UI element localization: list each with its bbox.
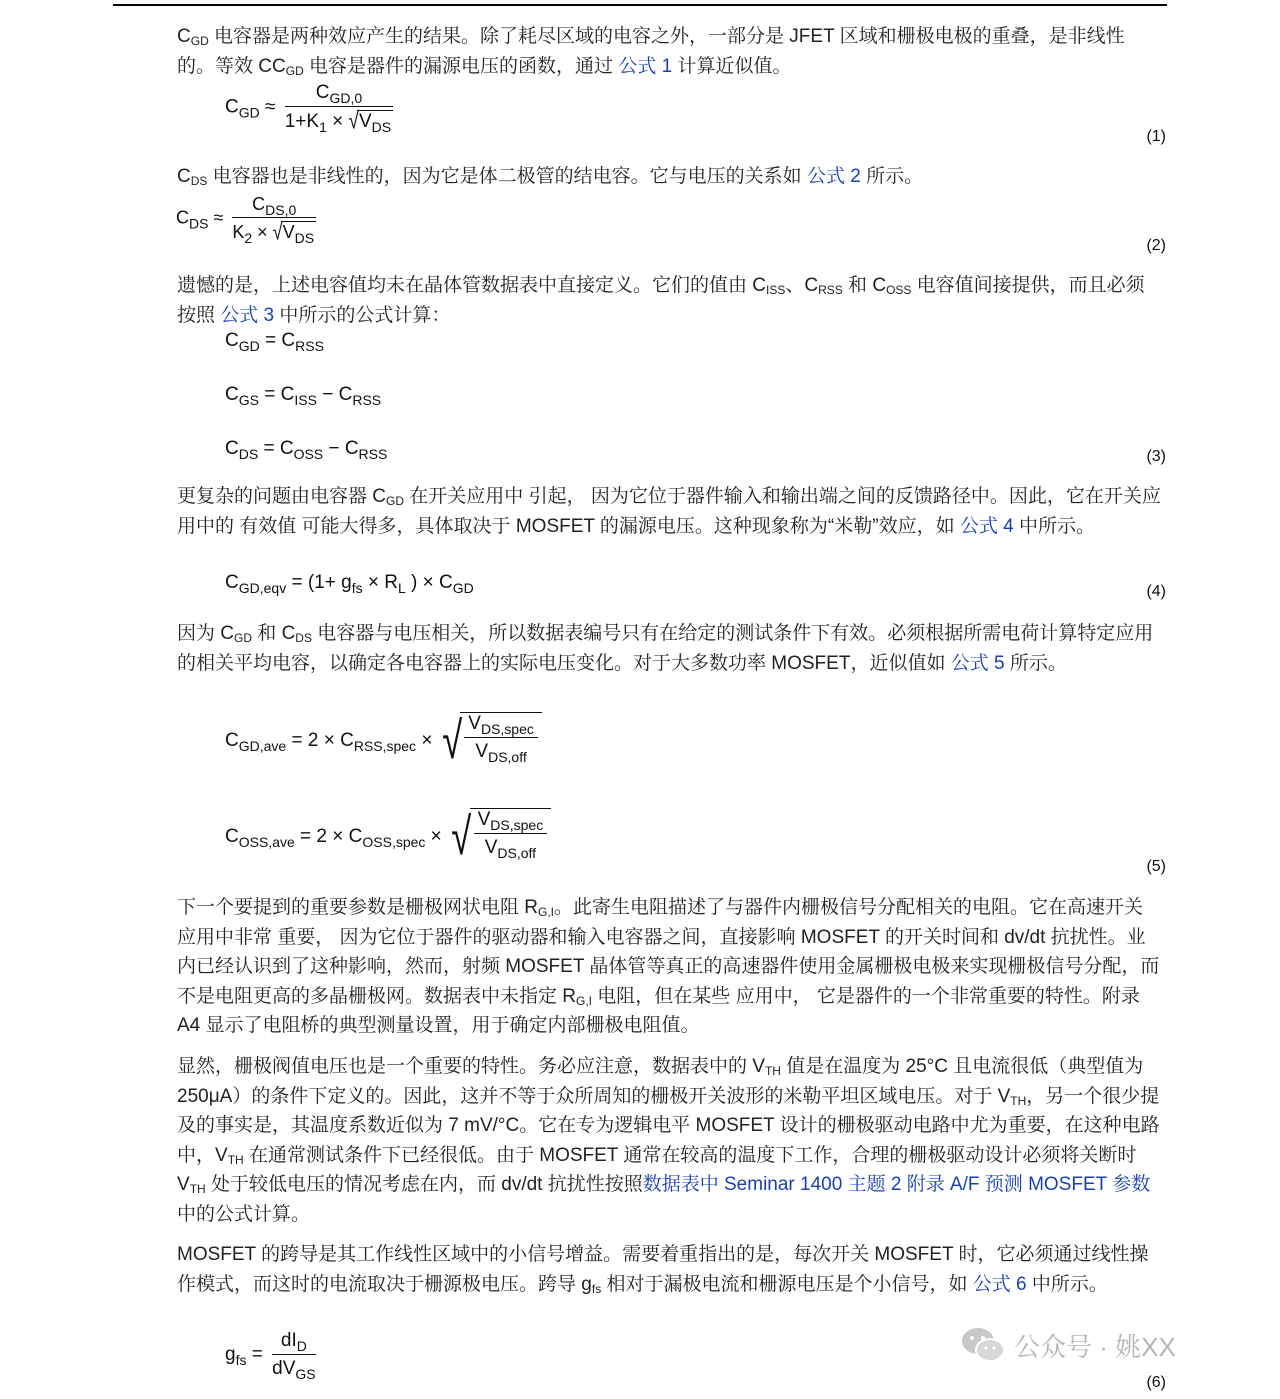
- equation-5-line-2: $C_{OSS,ave} = 2 \times C_{OSS,spec}$ × √ $\frac{V_{DS,spec}}{V_{DS,off}}$: [225, 808, 551, 866]
- paragraph-datasheet-capacitance: 遗憾的是，上述电容值均未在晶体管数据表中直接定义。它们的值由 $C_{ISS}$、$C_{RSS}$ 和 $C_{OSS}$ 电容值间接提供，而且必须按照 公式 3 中所示的公式计算：: [177, 275, 1145, 326]
- link-eq3[interactable]: 公式 3: [220, 304, 275, 326]
- link-seminar-1400[interactable]: 数据表中 Seminar 1400 主题 2 附录 A/F 预测 MOSFET 参数: [642, 1174, 1151, 1195]
- equation-5-line-1: $C_{GD,ave} = 2 \times C_{RSS,spec}$ × √ $\frac{V_{DS,spec}}{V_{DS,off}}$: [225, 712, 542, 770]
- paragraph-cds: $C_{DS}$ 电容器也是非线性的，因为它是体二极管的结电容。它与电压的关系如 公式 2 所示。: [177, 166, 924, 188]
- equation-number-5: (5): [1146, 858, 1166, 875]
- equation-number-3: (3): [1146, 448, 1166, 465]
- equation-3-line-3: $C_{DS} = C_{OSS} - C_{RSS}$: [225, 438, 388, 462]
- equation-3-line-2: $C_{GS} = C_{ISS} - C_{RSS}$: [225, 384, 382, 408]
- wechat-icon: [960, 1325, 1006, 1365]
- equation-number-1: (1): [1146, 128, 1166, 145]
- paragraph-average-capacitance: 因为 $C_{GD}$ 和 $C_{DS}$ 电容器与电压相关，所以数据表编号只有在给定的测试条件下有效。必须根据所需电荷计算特定应用的相关平均电容，以确定各电容器上的实际电压变化。对于大多数功率 MOSFET，近似值如 公式 5 所示。: [177, 623, 1154, 674]
- link-eq5[interactable]: 公式 5: [950, 652, 1005, 674]
- paragraph-cgd: $C_{GD}$ 电容器是两种效应产生的结果。除了耗尽区域的电容之外，一部分是 JFET 区域和栅极电极的重叠，是非线性的。等效 $CC_{GD}$ 电容是器件的漏源电压的函数，通过 公式 1 计算近似值。: [177, 26, 1125, 78]
- equation-number-2: (2): [1146, 237, 1166, 254]
- equation-number-6: (6): [1146, 1374, 1166, 1391]
- watermark: [960, 1325, 1176, 1365]
- link-eq6[interactable]: 公式 6: [972, 1273, 1027, 1295]
- equation-number-4: (4): [1146, 583, 1166, 600]
- paragraph-transconductance: MOSFET 的跨导是其工作线性区域中的小信号增益。需要着重指出的是，每次开关 MOSFET 时，它必须通过线性操作模式，而这时的电流取决于栅源极电压。跨导 $g_{fs}$ 相对于漏极电流和栅源电压是个小信号，如 公式 6 中所示。: [177, 1244, 1149, 1296]
- top-rule: [113, 4, 1167, 6]
- equation-3-line-1: $C_{GD} = C_{RSS}$: [225, 330, 324, 354]
- paragraph-miller-effect: 更复杂的问题由电容器 $C_{GD}$ 在开关应用中 引起， 因为它位于器件输入和输出端之间的反馈路径中。因此，它在开关应用中的 有效值 可能大得多，具体取决于 MOSFET 的漏源电压。这种现象称为“米勒”效应，如 公式 4 中所示。: [177, 486, 1161, 537]
- equation-2: $C_{DS}$ ≈ $\frac{C_{DS,0}}{K_2 \times √V_{DS}}$: [176, 194, 315, 246]
- equation-4: $C_{GD,eqv} = (1+ g_{fs} \times R_L$ ) × $C_{GD}$: [225, 572, 474, 596]
- watermark-text: 公众号 · 姚XX: [1014, 1331, 1176, 1362]
- paragraph-threshold-voltage: 显然，栅极阀值电压也是一个重要的特性。务必应注意，数据表中的 $V_{TH}$ 值是在温度为 25°C 且电流很低（典型值为 250μA）的条件下定义的。因此，这并不等于众所周知的栅极开关波形的米勒平坦区域电压。对于 $V_{TH}$，另一个很少提及的事实是，其温度系数近似为 7 mV/°C。它在专为逻辑电平 MOSFET 设计的栅极驱动电路中尤为重要，在这种电路中，$V_{TH}$ 在通常测试条件下已经很低。由于 MOSFET 通常在较高的温度下工作，合理的栅极驱动设计必须将关断时 $V_{TH}$ 处于较低电压的情况考虑在内，而 dv/dt 抗扰性按照数据表中 Seminar 1400 主题 2 附录 A/F 预测 MOSFET 参数中的公式计算。: [177, 1056, 1160, 1225]
- link-eq4[interactable]: 公式 4: [959, 515, 1014, 537]
- equation-6: $g_{fs}$ = $\frac{dI_D}{dV_{GS}}$: [225, 1330, 316, 1382]
- paragraph-gate-resistance: 下一个要提到的重要参数是栅极网状电阻 $R_{G,I}$。此寄生电阻描述了与器件内栅极信号分配相关的电阻。它在高速开关应用中非常 重要， 因为它位于器件的驱动器和输入电容器之间，直接影响 MOSFET 的开关时间和 dv/dt 抗扰性。业内已经认识到了这种影响，然而，射频 MOSFET 晶体管等真正的高速器件使用金属栅极电极来实现栅极信号分配，而不是电阻更高的多晶栅极网。数据表中未指定 $R_{G,I}$ 电阻，但在某些 应用中， 它是器件的一个非常重要的特性。附录 A4 显示了电阻桥的典型测量设置，用于确定内部栅极电阻值。: [177, 897, 1160, 1036]
- equation-1: $C_{GD}$ ≈ $\frac{C_{GD,0}}{1+K_1 \times √V_{DS}}$: [225, 82, 392, 135]
- link-eq2[interactable]: 公式 2: [806, 166, 861, 187]
- link-eq1[interactable]: 公式 1: [618, 55, 673, 77]
